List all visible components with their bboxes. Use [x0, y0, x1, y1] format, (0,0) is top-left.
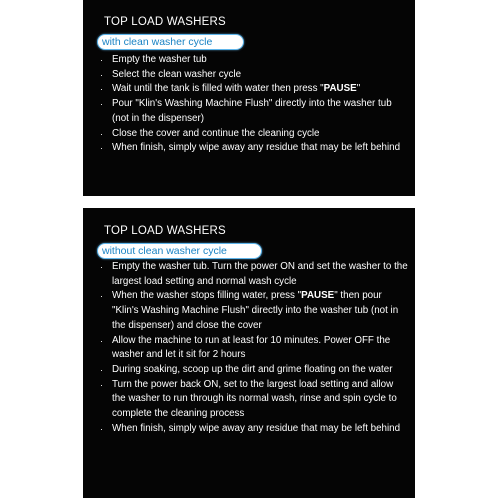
- step-text: When the washer stops filling water, press "PAUSE" then pour "Klin's Washing Machine Flush" directly into the washer tub (not in the dispenser) and close the cover: [112, 290, 399, 331]
- step-item: [93, 97, 409, 126]
- section-subtitle-pill: with clean washer cycle: [97, 34, 244, 50]
- bullet-icon: ·: [100, 69, 103, 80]
- step-text: Empty the washer tub: [112, 54, 207, 65]
- step-text: Turn the power back ON, set to the largest load setting and allow the washer to run through its normal wash, rinse and spin cycle to complete the cleaning process: [112, 378, 397, 420]
- section-without-clean-cycle: [83, 208, 415, 498]
- step-item: [93, 68, 409, 83]
- step-item: [93, 422, 409, 437]
- bullet-icon: ·: [100, 99, 103, 110]
- step-item: [93, 141, 409, 156]
- bullet-icon: ·: [100, 379, 103, 390]
- step-text: Select the clean washer cycle: [112, 68, 242, 80]
- step-item: [93, 378, 409, 422]
- section-with-clean-cycle: [83, 0, 415, 196]
- step-text: During soaking, scoop up the dirt and grime floating on the water: [112, 363, 393, 375]
- step-item: [93, 260, 409, 289]
- step-text: Wait until the tank is filled with water then press "PAUSE": [112, 83, 361, 95]
- bullet-icon: ·: [100, 84, 103, 95]
- bullet-icon: ·: [100, 364, 103, 375]
- bullet-icon: ·: [100, 291, 103, 302]
- bullet-icon: ·: [100, 262, 103, 272]
- bullet-icon: ·: [100, 143, 103, 154]
- step-item: [93, 289, 409, 333]
- step-text: Close the cover and continue the cleaning cycle: [112, 127, 320, 139]
- step-text: Pour "Klin's Washing Machine Flush" directly into the washer tub (not in the dispenser): [112, 98, 392, 124]
- step-text: Allow the machine to run at least for 10 minutes. Power OFF the washer and let it sit for 2 hours: [112, 334, 391, 361]
- step-item: [93, 334, 409, 363]
- section-title: TOP LOAD WASHERS: [104, 225, 226, 237]
- step-item: [93, 53, 409, 68]
- bullet-icon: ·: [100, 128, 103, 139]
- step-item: [93, 363, 409, 378]
- step-text: When finish, simply wipe away any residue that may be left behind: [112, 142, 401, 154]
- step-item: [93, 127, 409, 142]
- step-text: When finish, simply wipe away any residue that may be left behind: [112, 422, 401, 434]
- section-subtitle-pill: without clean washer cycle: [97, 243, 262, 259]
- bullet-icon: ·: [100, 55, 103, 65]
- steps-list: [93, 260, 409, 436]
- step-item: [93, 82, 409, 97]
- bullet-icon: ·: [100, 335, 103, 346]
- steps-list: [93, 53, 409, 156]
- bullet-icon: ·: [100, 423, 103, 434]
- step-text: Empty the washer tub. Turn the power ON and set the washer to the largest load setting and normal wash cycle: [112, 261, 408, 287]
- section-title: TOP LOAD WASHERS: [104, 16, 226, 28]
